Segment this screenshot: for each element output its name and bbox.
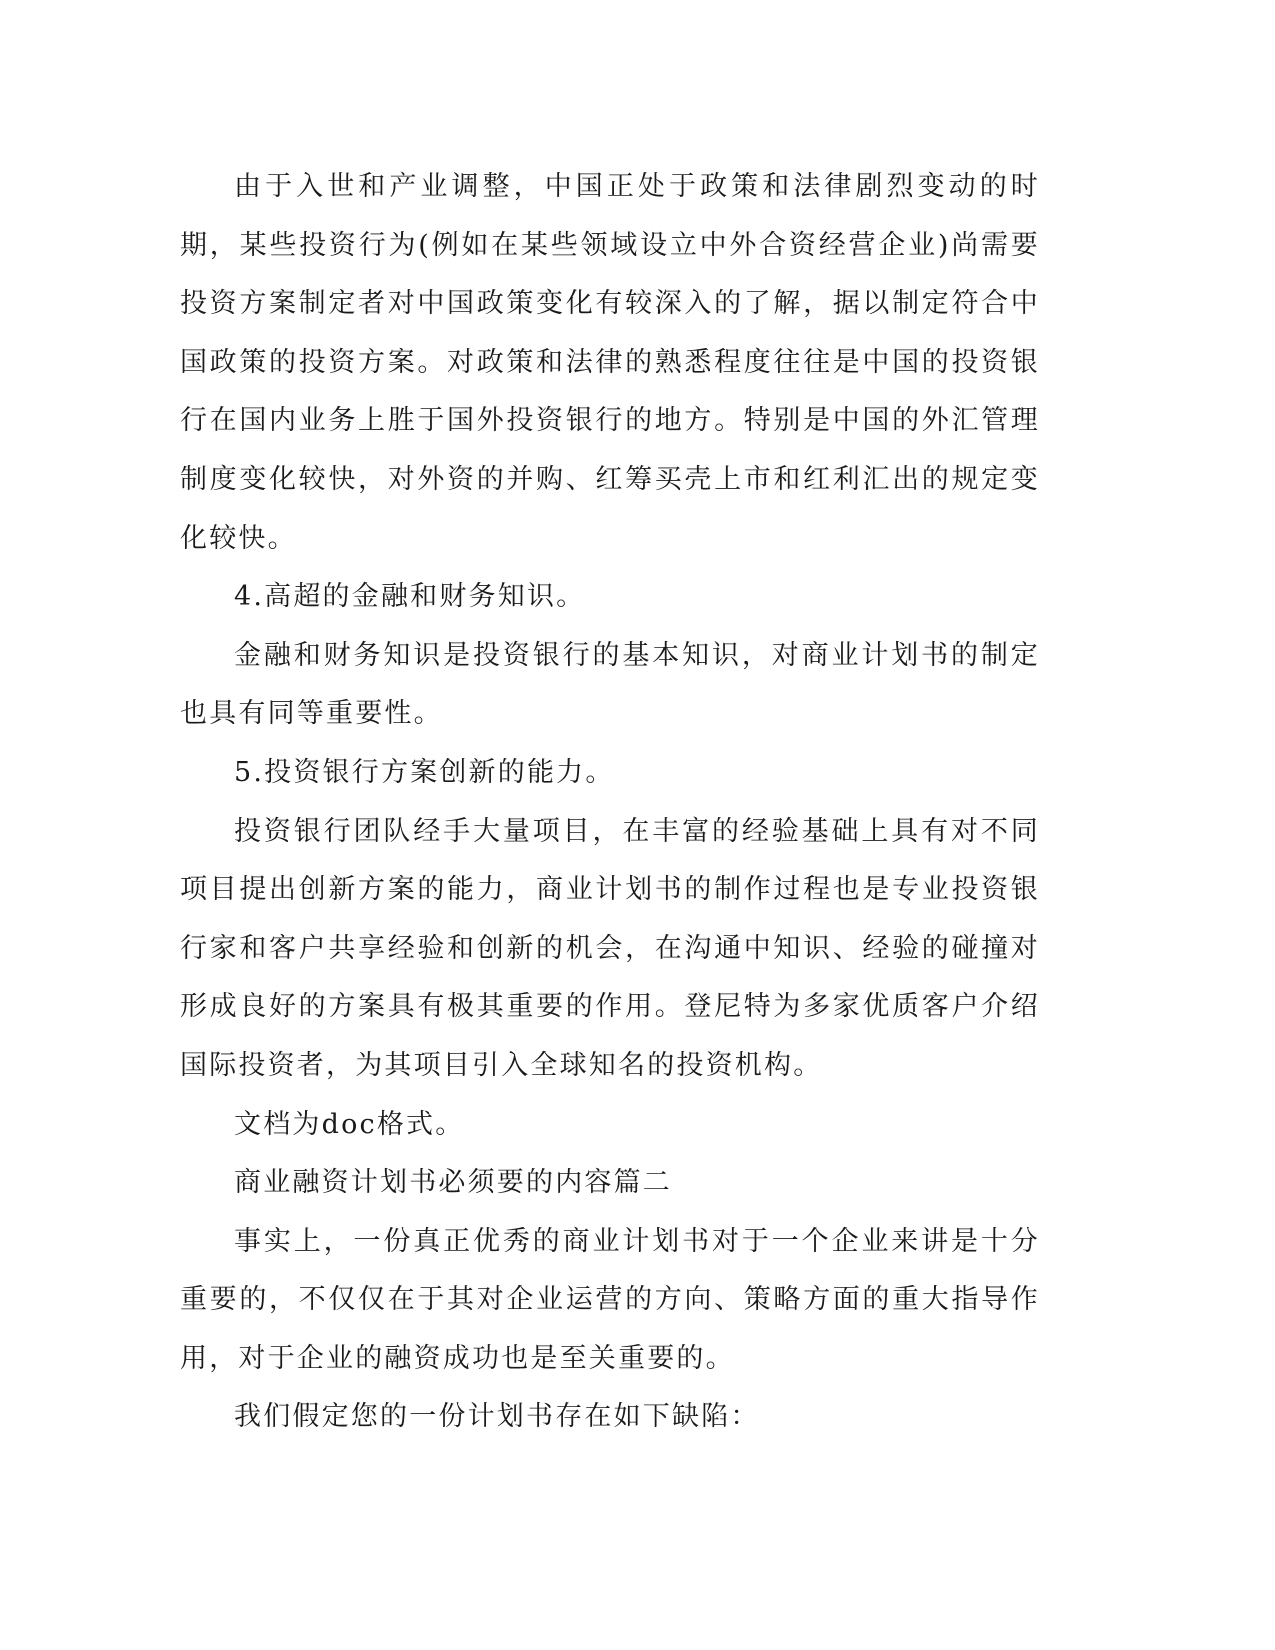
paragraph-innovation-ability: 投资银行团队经手大量项目，在丰富的经验基础上具有对不同项目提出创新方案的能力，商业计划书的制作过程也是专业投资银行家和客户共享经验和创新的机会，在沟通中知识、经验的碰撞对形成良好的方案具有极其重要的作用。登尼特为多家优质客户介绍国际投资者，为其项目引入全球知名的投资机构。 [180, 815, 1040, 1081]
paragraph-policy-law: 由于入世和产业调整，中国正处于政策和法律剧烈变动的时期，某些投资行为(例如在某些领域设立中外合资经营企业)尚需要投资方案制定者对中国政策变化有较深入的了解，据以制定符合中国政策的投资方案。对政策和法律的熟悉程度往往是中国的投资银行在国内业务上胜于国外投资银行的地方。特别是中国的外汇管理制度变化较快，对外资的并购、红筹买壳上市和红利汇出的规定变化较快。 [180, 171, 1040, 554]
document-body [180, 158, 1040, 1447]
heading-innovation-ability: 5.投资银行方案创新的能力。 [234, 756, 615, 788]
heading-finance-knowledge: 4.高超的金融和财务知识。 [234, 581, 586, 613]
paragraph-plan-defects: 我们假定您的一份计划书存在如下缺陷： [234, 1401, 760, 1433]
paragraph-finance-knowledge: 金融和财务知识是投资银行的基本知识，对商业计划书的制定也具有同等重要性。 [180, 639, 1040, 730]
section-title-part-two: 商业融资计划书必须要的内容篇二 [234, 1167, 672, 1199]
paragraph-doc-format: 文档为doc格式。 [234, 1108, 465, 1140]
paragraph-business-plan-importance: 事实上，一份真正优秀的商业计划书对于一个企业来讲是十分重要的，不仅仅在于其对企业运营的方向、策略方面的重大指导作用，对于企业的融资成功也是至关重要的。 [180, 1225, 1040, 1374]
